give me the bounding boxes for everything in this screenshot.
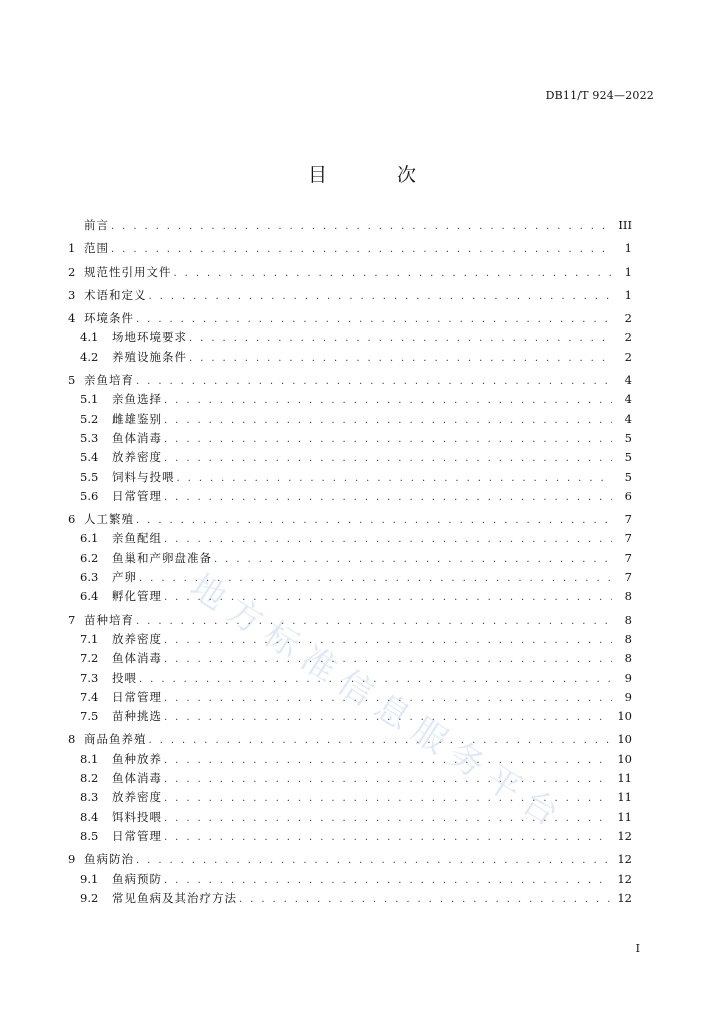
toc-entry-page: 7 [624, 550, 632, 565]
toc-entry-label: 人工繁殖 [84, 512, 134, 527]
dot-leader [164, 449, 612, 468]
toc-entry-page: 12 [617, 852, 632, 867]
toc-entry-label: 苗种挑选 [112, 709, 162, 724]
toc-entry-page: 1 [624, 241, 632, 256]
toc-entry-label: 术语和定义 [84, 287, 147, 302]
toc-entry-label: 养殖设施条件 [112, 349, 187, 364]
toc-entry-page: 4 [624, 373, 632, 388]
toc-entry[interactable] [68, 286, 632, 305]
dot-leader [149, 731, 612, 750]
dot-leader [136, 851, 611, 870]
toc-entry-label: 鱼巢和产卵盘准备 [112, 550, 212, 565]
toc-entry-page: 1 [624, 287, 632, 302]
toc-entry[interactable] [68, 239, 632, 258]
toc-entry-number: 7.2 [80, 651, 99, 666]
dot-leader [189, 329, 612, 348]
toc-entry-label: 规范性引用文件 [84, 264, 172, 279]
toc-entry-page: 7 [624, 531, 632, 546]
toc-entry[interactable] [68, 611, 632, 630]
dot-leader [164, 751, 611, 770]
dot-leader [136, 372, 612, 391]
dot-leader [189, 349, 612, 368]
toc-entry-page: 9 [624, 670, 632, 685]
toc-entry-number: 8.4 [80, 809, 99, 824]
dot-leader [177, 469, 613, 488]
toc-entry[interactable] [68, 487, 632, 506]
dot-leader [164, 708, 611, 727]
toc-entry-label: 亲鱼选择 [112, 392, 162, 407]
toc-entry-label: 饵料投喂 [112, 809, 162, 824]
toc-entry[interactable] [68, 263, 632, 282]
dot-leader [164, 770, 611, 789]
toc-entry-page: 10 [617, 709, 632, 724]
toc-entry-page: 5 [624, 469, 632, 484]
toc-entry[interactable] [68, 707, 632, 726]
toc-entry[interactable] [68, 529, 632, 548]
toc-entry[interactable] [68, 850, 632, 869]
toc-entry-page: III [618, 218, 632, 232]
toc-entry-number: 9.2 [80, 890, 99, 905]
toc-entry-page: 7 [624, 512, 632, 527]
toc-entry-page: 1 [624, 264, 632, 279]
toc-entry-page: 2 [624, 349, 632, 364]
dot-leader [239, 890, 611, 909]
toc-entry-page: 4 [624, 411, 632, 426]
toc-entry[interactable] [68, 429, 632, 448]
toc-entry-label: 投喂 [112, 670, 137, 685]
toc-entry-number: 4 [68, 311, 76, 326]
toc-entry-label: 范围 [84, 241, 109, 256]
document-code: DB11/T 924—2022 [545, 89, 654, 102]
toc-entry-label: 饲料与投喂 [112, 469, 175, 484]
toc-entry[interactable] [68, 889, 632, 908]
toc-entry-label: 雌雄鉴别 [112, 411, 162, 426]
toc-entry[interactable] [68, 568, 632, 587]
dot-leader [139, 569, 612, 588]
toc-entry-number: 7.1 [80, 631, 99, 646]
toc-entry[interactable] [68, 371, 632, 390]
toc-entry-label: 放养密度 [112, 450, 162, 465]
toc-entry-label: 商品鱼养殖 [84, 732, 147, 747]
toc-entry[interactable] [68, 587, 632, 606]
toc-entry-number: 5.2 [80, 411, 99, 426]
toc-entry-label: 鱼体消毒 [112, 651, 162, 666]
toc-entry-page: 8 [624, 612, 632, 627]
toc-entry-page: 2 [624, 330, 632, 345]
dot-leader [164, 809, 611, 828]
toc-entry-label: 亲鱼培育 [84, 373, 134, 388]
toc-entry-page: 8 [624, 631, 632, 646]
toc-entry[interactable] [68, 630, 632, 649]
toc-entry-number: 8.1 [80, 751, 99, 766]
toc-entry-number: 9 [68, 852, 76, 867]
toc-entry-label: 日常管理 [112, 488, 162, 503]
toc-entry-label: 放养密度 [112, 790, 162, 805]
toc-entry-page: 2 [624, 311, 632, 326]
toc-entry-label: 鱼体消毒 [112, 430, 162, 445]
toc-entry[interactable] [68, 870, 632, 889]
toc-entry-number: 7.4 [80, 689, 99, 704]
toc-entry-number: 2 [68, 264, 76, 279]
toc-entry-number: 6.2 [80, 550, 99, 565]
toc-entry[interactable] [68, 688, 632, 707]
dot-leader [136, 511, 612, 530]
toc-entry[interactable] [68, 769, 632, 788]
toc-entry-label: 放养密度 [112, 631, 162, 646]
toc-entry[interactable] [68, 410, 632, 429]
toc-entry-number: 5.4 [80, 450, 99, 465]
toc-entry-number: 6 [68, 512, 76, 527]
toc-entry-label: 产卵 [112, 570, 137, 585]
toc-entry[interactable] [68, 808, 632, 827]
dot-leader [164, 871, 611, 890]
toc-entry-label: 鱼体消毒 [112, 771, 162, 786]
toc-entry-label: 鱼种放养 [112, 751, 162, 766]
toc-entry-page: 11 [617, 790, 632, 805]
toc-entry[interactable] [68, 448, 632, 467]
dot-leader [164, 828, 611, 847]
dot-leader [164, 631, 612, 650]
toc-entry[interactable] [68, 827, 632, 846]
toc-entry-number: 4.2 [80, 349, 99, 364]
toc-entry-page: 6 [624, 488, 632, 503]
toc-entry-page: 12 [617, 871, 632, 886]
toc-entry[interactable] [68, 510, 632, 529]
toc-entry-label: 常见鱼病及其治疗方法 [112, 890, 237, 905]
toc-entry[interactable] [68, 390, 632, 409]
toc-entry[interactable] [68, 309, 632, 328]
dot-leader [164, 411, 612, 430]
toc-entry-number: 6.4 [80, 589, 99, 604]
toc-entry-page: 10 [617, 751, 632, 766]
toc-entry-number: 5.5 [80, 469, 99, 484]
toc-entry-page: 8 [624, 651, 632, 666]
dot-leader [164, 488, 612, 507]
toc-entry[interactable] [68, 328, 632, 347]
toc-entry-number: 8.3 [80, 790, 99, 805]
toc-entry-label: 环境条件 [84, 311, 134, 326]
toc-entry[interactable] [68, 750, 632, 769]
toc-entry-number: 4.1 [80, 330, 99, 345]
toc-entry-number: 7.5 [80, 709, 99, 724]
dot-leader [164, 430, 612, 449]
dot-leader [214, 550, 612, 569]
toc-entry-number: 8 [68, 732, 76, 747]
toc-entry-page: 12 [617, 828, 632, 843]
toc-entry-label: 孵化管理 [112, 589, 162, 604]
table-of-contents [68, 216, 632, 908]
dot-leader [164, 789, 611, 808]
toc-entry-page: 8 [624, 589, 632, 604]
watermark: 地方标准信息服务平台 [182, 566, 574, 840]
toc-entry[interactable] [68, 216, 632, 235]
toc-entry[interactable] [68, 669, 632, 688]
toc-entry-number: 6.3 [80, 570, 99, 585]
dot-leader [164, 391, 612, 410]
toc-entry-label: 鱼病防治 [84, 852, 134, 867]
toc-entry-page: 12 [617, 890, 632, 905]
dot-leader [164, 588, 612, 607]
toc-entry-label: 苗种培育 [84, 612, 134, 627]
toc-entry-page: 11 [617, 809, 632, 824]
toc-entry-label: 日常管理 [112, 828, 162, 843]
toc-title: 目 次 [307, 164, 449, 186]
toc-entry-number: 3 [68, 287, 76, 302]
toc-entry-number: 5.6 [80, 488, 99, 503]
toc-entry-number: 7.3 [80, 670, 99, 685]
toc-entry-page: 11 [617, 771, 632, 786]
toc-entry-page: 5 [624, 450, 632, 465]
toc-entry[interactable] [68, 348, 632, 367]
toc-entry-label: 鱼病预防 [112, 871, 162, 886]
toc-entry-number: 9.1 [80, 871, 99, 886]
toc-entry[interactable] [68, 549, 632, 568]
dot-leader [164, 530, 612, 549]
dot-leader [111, 240, 612, 259]
toc-entry-number: 8.2 [80, 771, 99, 786]
toc-entry-number: 5.1 [80, 392, 99, 407]
toc-entry[interactable] [68, 649, 632, 668]
toc-entry-page: 4 [624, 392, 632, 407]
dot-leader [139, 670, 612, 689]
toc-entry-number: 7 [68, 612, 76, 627]
toc-entry-label: 前言 [84, 218, 109, 232]
dot-leader [149, 287, 613, 306]
toc-entry-page: 9 [624, 689, 632, 704]
toc-entry-page: 10 [617, 732, 632, 747]
dot-leader [174, 264, 613, 283]
page-number: I [635, 942, 640, 955]
toc-entry-number: 8.5 [80, 828, 99, 843]
dot-leader [164, 689, 612, 708]
toc-entry-label: 场地环境要求 [112, 330, 187, 345]
toc-entry-page: 7 [624, 570, 632, 585]
toc-entry[interactable] [68, 468, 632, 487]
dot-leader [136, 310, 612, 329]
toc-entry-number: 6.1 [80, 531, 99, 546]
toc-entry[interactable] [68, 788, 632, 807]
toc-entry-label: 日常管理 [112, 689, 162, 704]
dot-leader [164, 650, 612, 669]
dot-leader [136, 612, 612, 631]
toc-entry-number: 5.3 [80, 430, 99, 445]
toc-entry-page: 5 [624, 430, 632, 445]
toc-entry-label: 亲鱼配组 [112, 531, 162, 546]
toc-entry-number: 1 [68, 241, 76, 256]
dot-leader [111, 217, 612, 236]
toc-entry-number: 5 [68, 373, 76, 388]
toc-entry[interactable] [68, 730, 632, 749]
